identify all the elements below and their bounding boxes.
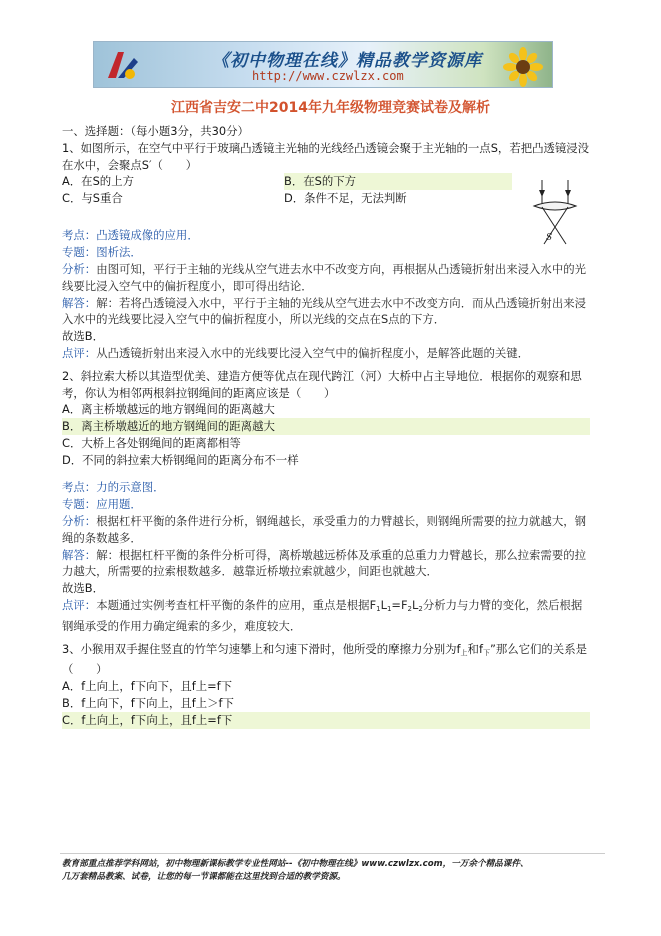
q3-text-post: ”那么它们的关系是（ ） [62,641,587,677]
dianping-pre: 本题通过实例考查杠杆平衡的条件的应用，重点是根据F [96,597,377,612]
q1-answer: 故选B． [62,329,104,344]
jieda-value: 解：根据杠杆平衡的条件分析可得，离桥墩越远桥体及承重的总重力力臂越长，那么拉索需要的拉力越大，所需要的拉索根数越多．越靠近桥墩拉索就越少，间距也就越大． [62,547,586,579]
jieda-label: 解答： [62,295,97,310]
footer-divider [60,853,605,854]
fenxi-label: 分析： [62,513,97,528]
q2-option-a: A．离主桥墩越远的地方钢绳间的距离越大 [62,402,275,417]
q3-option-a: A．f上向上，f下向下，且f上=f下 [62,679,233,694]
zhuanti-label: 专题： [62,245,97,260]
arrow-right-icon [565,190,571,197]
arrow-left-icon [539,190,545,197]
kaodian-value: 力的示意图． [96,480,165,495]
document-body [62,123,590,729]
q1-option-b: B．在S的下方 [284,173,512,190]
fenxi-label: 分析： [62,261,97,276]
q1-options [62,173,590,207]
jieda-label: 解答： [62,547,97,562]
site-logo-icon [104,48,140,84]
zhuanti-value: 应用题． [96,497,142,512]
q2-kaodian [62,479,590,496]
banner-title: 《初中物理在线》精品教学资源库 [212,51,482,71]
q1-text: 1、如图所示，在空气中平行于玻璃凸透镜主光轴的光线经凸透镜会聚于主光轴的一点S，若把凸透镜浸没在水中，会聚点S′（ ） [62,140,590,172]
formula-eq: =F [391,597,408,612]
q2-option-c: C．大桥上各处钢绳间的距离都相等 [62,436,241,451]
q2-zhuanti [62,496,590,513]
q2-answer: 故选B． [62,581,104,596]
q2-option-b: B．离主桥墩越近的地方钢绳间的距离越大 [62,418,590,435]
q3-option-b: B．f上向下，f下向上，且f上＞f下 [62,696,234,711]
dianping-label: 点评： [62,345,97,360]
fenxi-value: 根据杠杆平衡的条件进行分析，钢绳越长，承受重力的力臂越长，则钢绳所需要的拉力就越大，钢绳的条数越多． [62,513,586,545]
q3-sub-down: 下 [482,648,490,657]
fenxi-value: 由图可知，平行于主轴的光线从空气进去水中不改变方向，再根据从凸透镜折射出来浸入水中的光线要比浸入空气中的偏折程度小，即可得出结论． [62,261,586,293]
sunflower-icon [502,46,544,88]
dianping-post: 分析力与力臂的变化，然后根据钢绳承受的作用力确定绳索的多少，难度较大． [62,597,583,633]
q1-dianping [62,345,590,362]
kaodian-label: 考点： [62,228,97,243]
q1-option-c: C．与S重合 [62,191,123,206]
formula-l2: L [412,597,419,612]
formula-sub-3: 2 [407,604,412,613]
section-header: 一、选择题：（每小题3分，共30分） [62,124,249,138]
page-title: 江西省吉安二中2014年九年级物理竞赛试卷及解析 [171,100,490,116]
zhuanti-label: 专题： [62,497,97,512]
q3-sub-up: 上 [460,648,468,657]
jieda-value: 解：若将凸透镜浸入水中，平行于主轴的光线从空气进去水中不改变方向．而从凸透镜折射出来浸入水中的光线要比浸入空气中的偏折程度小，所以光线的交点在S点的下方． [62,295,586,327]
q1-jieda [62,295,590,329]
header-banner [93,41,553,88]
footer-line-1: 教育部重点推荐学科网站，初中物理新课标教学专业性网站--《初中物理在线》www.czwlzx.com，一万余个精品课件、 [62,859,529,869]
convex-lens-shape [534,202,576,210]
kaodian-value: 凸透镜成像的应用． [96,228,199,243]
q3-text-mid: 和f [467,641,483,656]
q2-fenxi [62,513,590,547]
footer [62,858,610,884]
q2-dianping [62,597,590,635]
formula-sub-1: 1 [376,604,381,613]
q1-option-a: A．在S的上方 [62,174,134,189]
dianping-label: 点评： [62,597,97,612]
formula-sub-2: 1 [386,604,392,613]
footer-line-2: 几万套精品教案、试卷，让您的每一节课都能在这里找到合适的教学资源。 [62,872,346,882]
formula-l1: L [380,597,387,612]
q2-option-d: D．不同的斜拉索大桥钢绳间的距离分布不一样 [62,453,299,468]
formula-sub-4: 2 [418,604,423,613]
q1-zhuanti [62,244,590,261]
focus-point-label: S [546,233,553,243]
q1-fenxi [62,261,590,295]
q2-text: 2、斜拉索大桥以其造型优美、建造方便等优点在现代跨江（河）大桥中占主导地位．根据你的观察和思考，你认为相邻两根斜拉钢绳间的距离应该是（ ） [62,368,582,400]
dianping-text [62,598,582,633]
q3-text [62,641,590,679]
zhuanti-value: 图析法． [96,245,142,260]
q3-text-pre: 3、小猴用双手握住竖直的竹竿匀速攀上和匀速下滑时，他所受的摩擦力分别为f [62,641,461,656]
q2-jieda [62,547,590,581]
dianping-value: 从凸透镜折射出来浸入水中的光线要比浸入空气中的偏折程度小，是解答此题的关键． [96,345,530,360]
kaodian-label: 考点： [62,480,97,495]
q3-option-c: C．f上向上，f下向上，且f上=f下 [62,712,590,729]
q1-option-d: D．条件不足，无法判断 [284,191,407,206]
banner-url[interactable]: http://www.czwlzx.com [252,69,404,83]
convex-lens-diagram [528,178,583,254]
q1-kaodian [62,227,590,244]
